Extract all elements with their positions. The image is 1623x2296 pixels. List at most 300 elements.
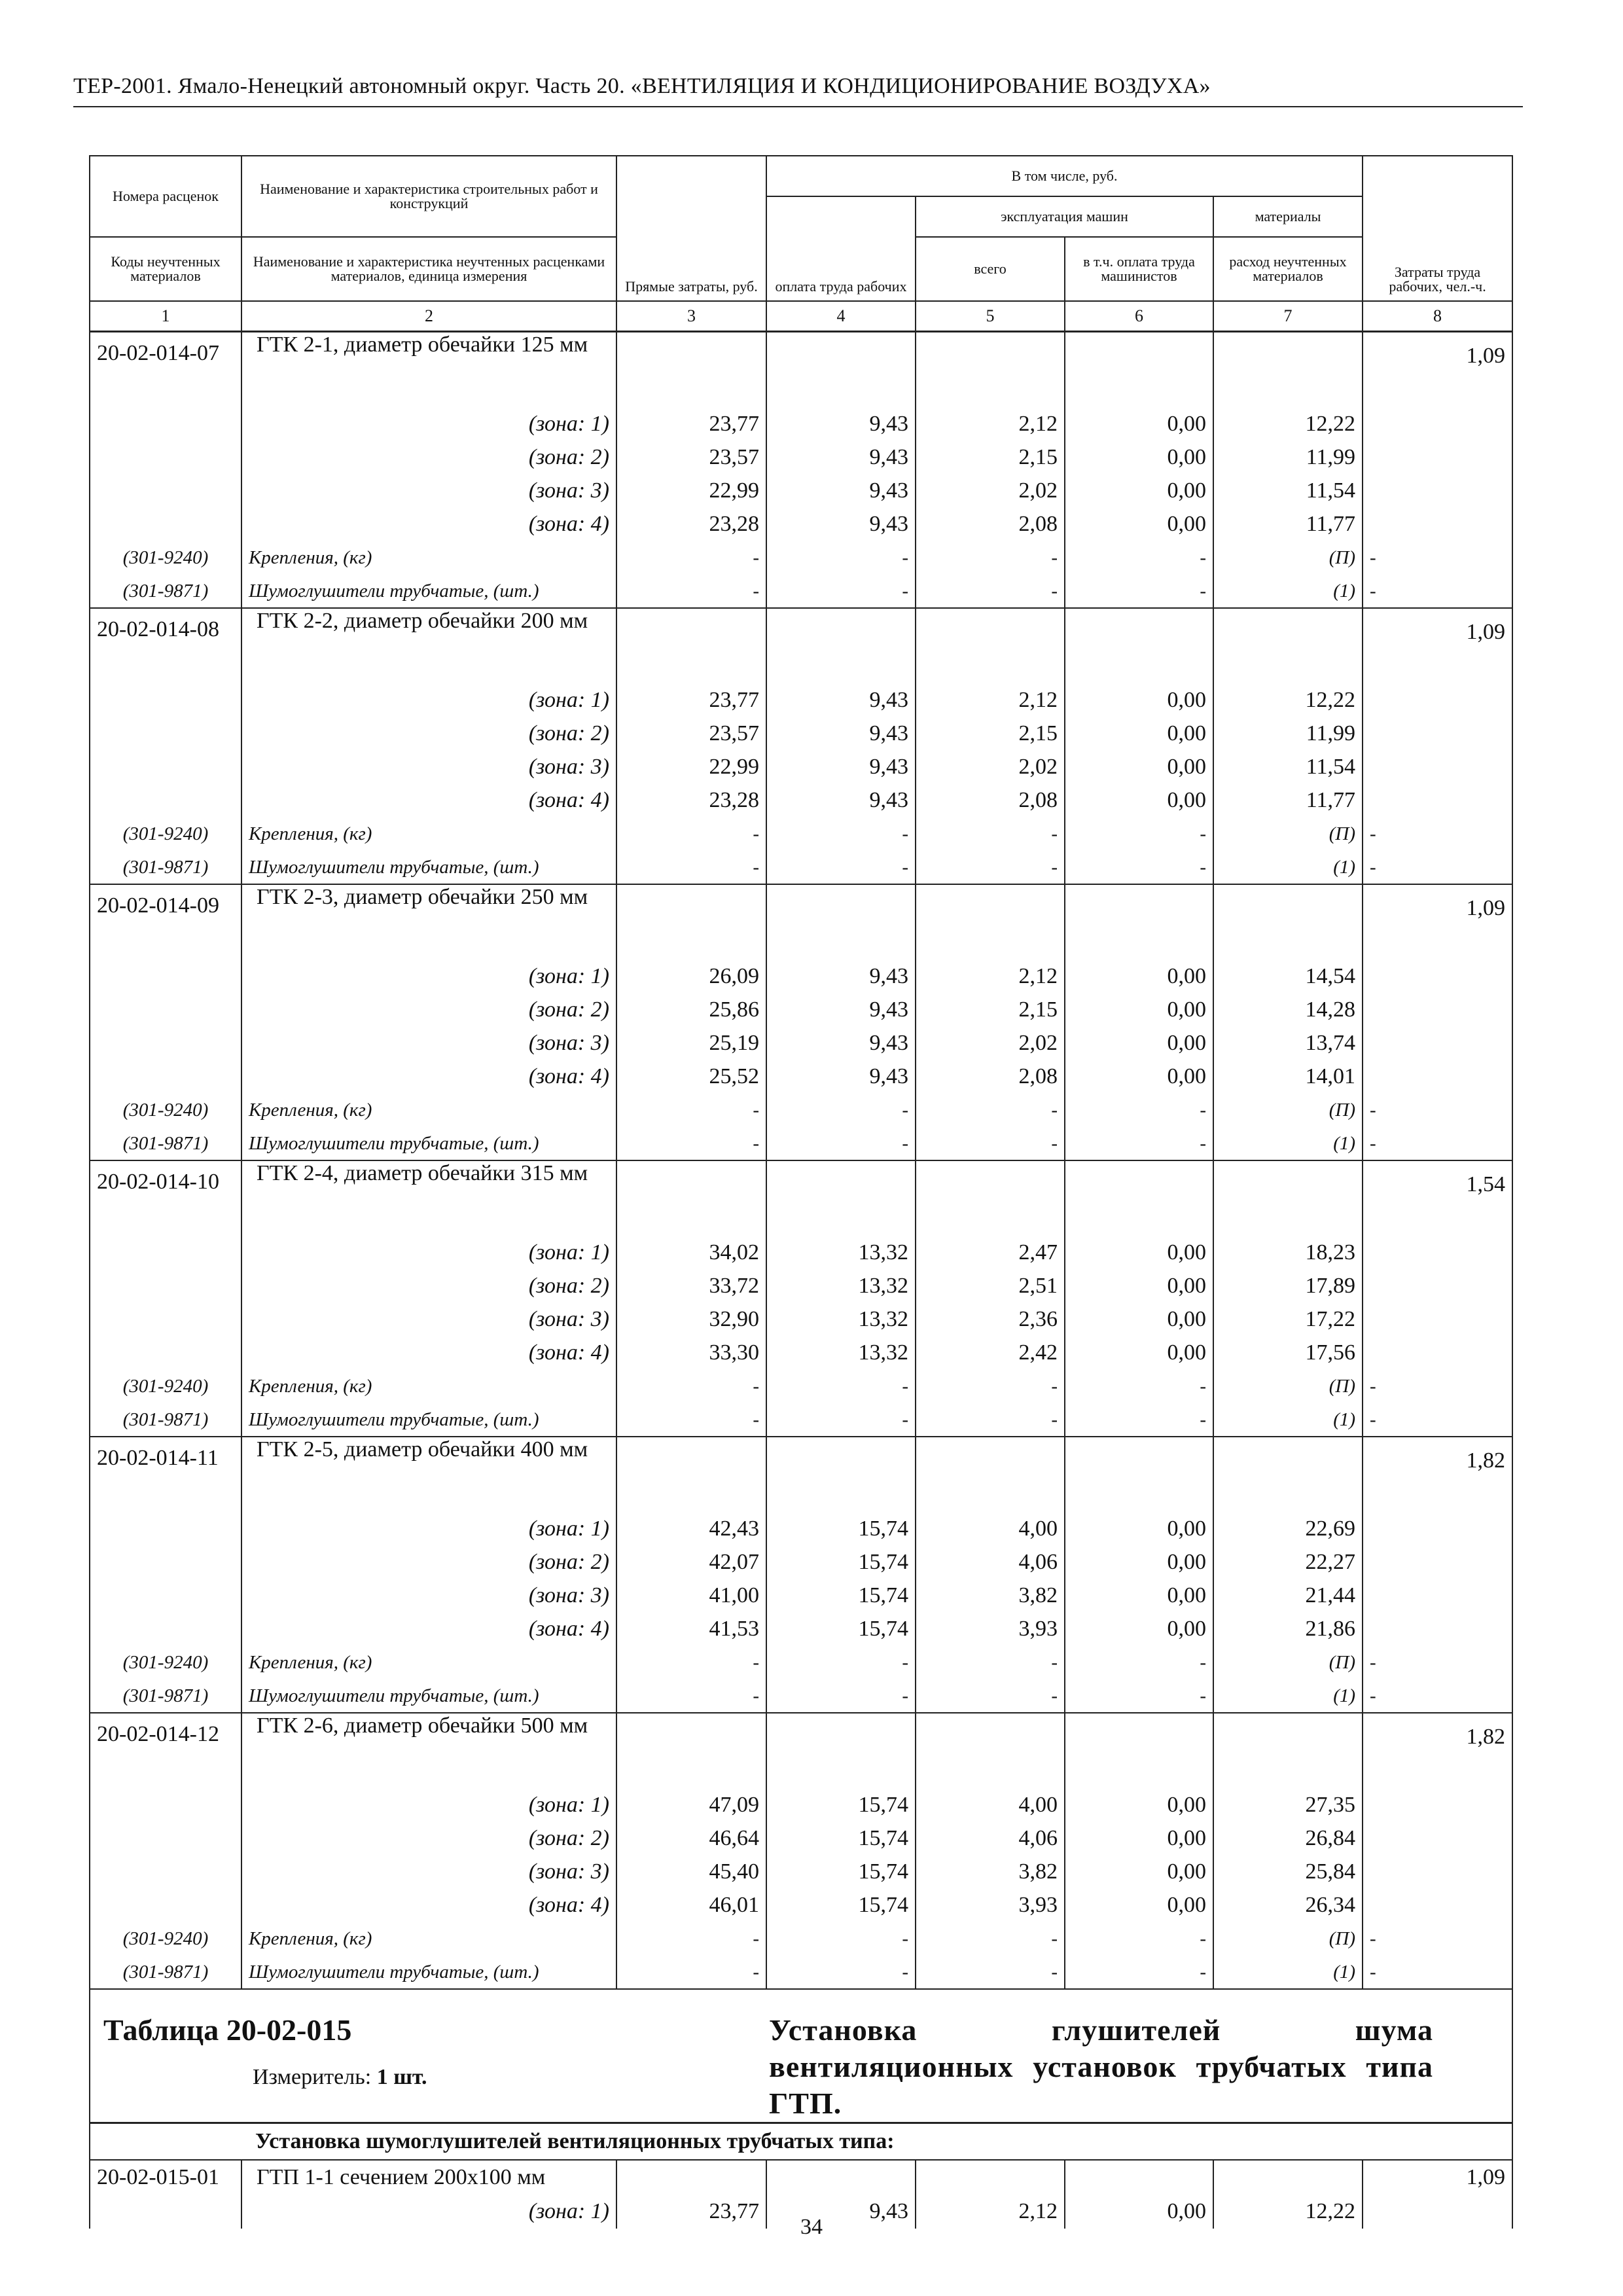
direct-cost: 25,86 xyxy=(616,993,766,1026)
zone-row xyxy=(90,683,1512,717)
item-labor: 1,82 xyxy=(1363,1713,1512,1788)
dash-cell: - xyxy=(616,1093,766,1126)
dash-cell: - xyxy=(916,817,1065,850)
machines-total: 2,12 xyxy=(916,960,1065,993)
item-labor: 1,09 xyxy=(1363,884,1512,960)
dash-cell: - xyxy=(1363,574,1512,608)
dash-cell: - xyxy=(766,817,916,850)
dash-cell: - xyxy=(916,1645,1065,1679)
dash-cell: - xyxy=(916,1955,1065,1989)
zone-row xyxy=(90,407,1512,440)
material-code: (301-9871) xyxy=(90,1955,241,1989)
material-consumption: (1) xyxy=(1213,850,1363,884)
item-title: ГТК 2-5, диаметр обечайки 400 мм xyxy=(241,1437,616,1512)
direct-cost: 26,09 xyxy=(616,960,766,993)
direct-cost: 23,57 xyxy=(616,440,766,474)
column-number: 8 xyxy=(1363,301,1512,332)
machinists-wages: 0,00 xyxy=(1065,717,1213,750)
item-title: ГТК 2-1, диаметр обечайки 125 мм xyxy=(241,332,616,408)
material-row xyxy=(90,1645,1512,1679)
wages: 13,32 xyxy=(766,1336,916,1369)
item-labor: 1,09 xyxy=(1363,332,1512,408)
machinists-wages: 0,00 xyxy=(1065,507,1213,541)
direct-cost: 23,77 xyxy=(616,407,766,440)
dash-cell: - xyxy=(616,574,766,608)
zone-row xyxy=(90,1788,1512,1821)
zone-label: (зона: 3) xyxy=(241,1855,616,1888)
wages: 9,43 xyxy=(766,960,916,993)
dash-cell: - xyxy=(766,1645,916,1679)
machinists-wages: 0,00 xyxy=(1065,1855,1213,1888)
header-col7: расход неучтенных материалов xyxy=(1213,237,1363,301)
wages: 15,74 xyxy=(766,1788,916,1821)
machines-total: 2,08 xyxy=(916,783,1065,817)
dash-cell: - xyxy=(766,1126,916,1160)
machines-total: 3,93 xyxy=(916,1888,1065,1922)
dash-cell: - xyxy=(916,574,1065,608)
table-20-02-015 xyxy=(90,1989,1512,2229)
machinists-wages: 0,00 xyxy=(1065,1821,1213,1855)
dash-cell: - xyxy=(1363,1645,1512,1679)
material-code: (301-9240) xyxy=(90,1369,241,1403)
wages: 15,74 xyxy=(766,1855,916,1888)
machinists-wages: 0,00 xyxy=(1065,993,1213,1026)
header-col1-top: Номера расценок xyxy=(90,156,241,237)
dash-cell: - xyxy=(1065,574,1213,608)
header-col3: Прямые затраты, руб. xyxy=(616,156,766,301)
dash-cell: - xyxy=(1065,850,1213,884)
dash-cell: - xyxy=(1065,1922,1213,1955)
unit-prefix: Измеритель: xyxy=(253,2065,372,2089)
machines-total: 2,15 xyxy=(916,440,1065,474)
zone-label: (зона: 3) xyxy=(241,1302,616,1336)
dash-cell: - xyxy=(1363,1679,1512,1713)
materials-cost: 22,27 xyxy=(1213,1545,1363,1579)
material-name: Крепления, (кг) xyxy=(241,1922,616,1955)
zone-label: (зона: 4) xyxy=(241,507,616,541)
material-consumption: (1) xyxy=(1213,1403,1363,1437)
machinists-wages: 0,00 xyxy=(1065,1302,1213,1336)
machines-total: 3,82 xyxy=(916,1855,1065,1888)
dash-cell: - xyxy=(916,1922,1065,1955)
table-title-cell xyxy=(90,1989,766,2123)
machinists-wages: 0,00 xyxy=(1065,1579,1213,1612)
machinists-wages: 0,00 xyxy=(1065,1269,1213,1302)
dash-cell: - xyxy=(616,1955,766,1989)
header-row-1 xyxy=(90,156,1512,196)
material-row xyxy=(90,574,1512,608)
zone-row xyxy=(90,1026,1512,1060)
machines-total: 4,00 xyxy=(916,1788,1065,1821)
direct-cost: 34,02 xyxy=(616,1236,766,1269)
dash-cell: - xyxy=(766,1922,916,1955)
materials-cost: 26,84 xyxy=(1213,1821,1363,1855)
header-col2-top: Наименование и характеристика строительных работ и конструкций xyxy=(241,156,616,237)
item-code: 20-02-014-12 xyxy=(90,1713,241,1788)
zone-row xyxy=(90,474,1512,507)
machines-total: 2,47 xyxy=(916,1236,1065,1269)
item-title: ГТК 2-4, диаметр обечайки 315 мм xyxy=(241,1160,616,1236)
materials-cost: 11,77 xyxy=(1213,507,1363,541)
dash-cell: - xyxy=(1065,1093,1213,1126)
material-row xyxy=(90,1922,1512,1955)
column-number: 5 xyxy=(916,301,1065,332)
material-row xyxy=(90,1679,1512,1713)
item-title: ГТК 2-3, диаметр обечайки 250 мм xyxy=(241,884,616,960)
machines-total: 2,42 xyxy=(916,1336,1065,1369)
materials-cost: 27,35 xyxy=(1213,1788,1363,1821)
dash-cell: - xyxy=(1065,541,1213,574)
item-labor: 1,82 xyxy=(1363,1437,1512,1512)
zone-label: (зона: 4) xyxy=(241,1336,616,1369)
machines-total: 4,00 xyxy=(916,1512,1065,1545)
material-row xyxy=(90,1093,1512,1126)
unit-value: 1 шт. xyxy=(376,2065,427,2089)
zone-label: (зона: 4) xyxy=(241,1060,616,1093)
zone-label: (зона: 2) xyxy=(241,993,616,1026)
wages: 9,43 xyxy=(766,2195,916,2229)
dash-cell: - xyxy=(1363,1369,1512,1403)
machines-total: 4,06 xyxy=(916,1821,1065,1855)
direct-cost: 32,90 xyxy=(616,1302,766,1336)
dash-cell: - xyxy=(1065,1403,1213,1437)
materials-cost: 11,54 xyxy=(1213,474,1363,507)
direct-cost: 33,30 xyxy=(616,1336,766,1369)
machines-total: 2,51 xyxy=(916,1269,1065,1302)
wages: 13,32 xyxy=(766,1236,916,1269)
zone-row xyxy=(90,993,1512,1026)
dash-cell: - xyxy=(1363,1126,1512,1160)
table-description: Установка глушителей шума вентиляционных установок трубчатых типа ГТП. xyxy=(769,2013,1434,2120)
machinists-wages: 0,00 xyxy=(1065,960,1213,993)
column-number: 6 xyxy=(1065,301,1213,332)
section-heading-row xyxy=(90,2123,1512,2161)
dash-cell: - xyxy=(1363,541,1512,574)
dash-cell: - xyxy=(766,850,916,884)
dash-cell: - xyxy=(916,1093,1065,1126)
direct-cost: 41,00 xyxy=(616,1579,766,1612)
machines-total: 2,12 xyxy=(916,407,1065,440)
dash-cell: - xyxy=(1363,1093,1512,1126)
dash-cell: - xyxy=(1065,817,1213,850)
materials-cost: 25,84 xyxy=(1213,1855,1363,1888)
direct-cost: 46,64 xyxy=(616,1821,766,1855)
materials-cost: 14,28 xyxy=(1213,993,1363,1026)
machines-total: 2,15 xyxy=(916,717,1065,750)
machinists-wages: 0,00 xyxy=(1065,1336,1213,1369)
material-consumption: (П) xyxy=(1213,541,1363,574)
zone-label: (зона: 4) xyxy=(241,1612,616,1645)
wages: 9,43 xyxy=(766,993,916,1026)
direct-cost: 42,43 xyxy=(616,1512,766,1545)
price-table xyxy=(89,155,1513,2229)
materials-cost: 22,69 xyxy=(1213,1512,1363,1545)
direct-cost: 46,01 xyxy=(616,1888,766,1922)
dash-cell: - xyxy=(616,1369,766,1403)
materials-cost: 11,54 xyxy=(1213,750,1363,783)
material-row xyxy=(90,1126,1512,1160)
items-body xyxy=(90,332,1512,1990)
machinists-wages: 0,00 xyxy=(1065,2195,1213,2229)
wages: 15,74 xyxy=(766,1545,916,1579)
material-consumption: (1) xyxy=(1213,1679,1363,1713)
wages: 13,32 xyxy=(766,1269,916,1302)
materials-cost: 12,22 xyxy=(1213,683,1363,717)
item-title: ГТК 2-2, диаметр обечайки 200 мм xyxy=(241,608,616,683)
machinists-wages: 0,00 xyxy=(1065,1512,1213,1545)
machines-total: 2,08 xyxy=(916,507,1065,541)
dash-cell: - xyxy=(616,541,766,574)
wages: 9,43 xyxy=(766,474,916,507)
material-consumption: (П) xyxy=(1213,1645,1363,1679)
zone-row xyxy=(90,1855,1512,1888)
dash-cell: - xyxy=(616,1403,766,1437)
machinists-wages: 0,00 xyxy=(1065,407,1213,440)
item-labor: 1,09 xyxy=(1363,608,1512,683)
header-machines: эксплуатация машин xyxy=(916,196,1213,237)
zone-row xyxy=(90,1545,1512,1579)
material-consumption: (П) xyxy=(1213,1922,1363,1955)
material-name: Крепления, (кг) xyxy=(241,541,616,574)
wages: 13,32 xyxy=(766,1302,916,1336)
zone-row xyxy=(90,1336,1512,1369)
dash-cell: - xyxy=(616,1679,766,1713)
machines-total: 3,82 xyxy=(916,1579,1065,1612)
zone-label: (зона: 2) xyxy=(241,1269,616,1302)
machines-total: 3,93 xyxy=(916,1612,1065,1645)
zone-label: (зона: 1) xyxy=(241,1512,616,1545)
zone-row xyxy=(90,1579,1512,1612)
dash-cell: - xyxy=(1065,1679,1213,1713)
header-col8: Затраты труда рабочих, чел.-ч. xyxy=(1363,156,1512,301)
machines-total: 2,36 xyxy=(916,1302,1065,1336)
machinists-wages: 0,00 xyxy=(1065,1236,1213,1269)
item-labor: 1,09 xyxy=(1363,2160,1512,2195)
item-title: ГТП 1-1 сечением 200х100 мм xyxy=(241,2160,616,2195)
material-code: (301-9871) xyxy=(90,574,241,608)
zone-row xyxy=(90,960,1512,993)
item-code: 20-02-014-10 xyxy=(90,1160,241,1236)
direct-cost: 23,57 xyxy=(616,717,766,750)
header-col5: всего xyxy=(916,237,1065,301)
zone-row xyxy=(90,1302,1512,1336)
material-consumption: (1) xyxy=(1213,1126,1363,1160)
machines-total: 2,12 xyxy=(916,2195,1065,2229)
direct-cost: 47,09 xyxy=(616,1788,766,1821)
item-code: 20-02-014-08 xyxy=(90,608,241,683)
wages: 9,43 xyxy=(766,440,916,474)
machinists-wages: 0,00 xyxy=(1065,683,1213,717)
materials-cost: 11,99 xyxy=(1213,440,1363,474)
material-name: Шумоглушители трубчатые, (шт.) xyxy=(241,574,616,608)
machinists-wages: 0,00 xyxy=(1065,1788,1213,1821)
materials-cost: 14,01 xyxy=(1213,1060,1363,1093)
wages: 15,74 xyxy=(766,1512,916,1545)
zone-row xyxy=(90,1612,1512,1645)
direct-cost: 33,72 xyxy=(616,1269,766,1302)
material-code: (301-9240) xyxy=(90,1922,241,1955)
material-row xyxy=(90,850,1512,884)
material-name: Шумоглушители трубчатые, (шт.) xyxy=(241,1679,616,1713)
header-group-top: В том числе, руб. xyxy=(766,156,1363,196)
column-number: 1 xyxy=(90,301,241,332)
zone-row xyxy=(90,717,1512,750)
materials-cost: 12,22 xyxy=(1213,407,1363,440)
materials-cost: 11,99 xyxy=(1213,717,1363,750)
wages: 9,43 xyxy=(766,407,916,440)
zone-row xyxy=(90,1888,1512,1922)
zone-label: (зона: 3) xyxy=(241,750,616,783)
direct-cost: 22,99 xyxy=(616,474,766,507)
wages: 15,74 xyxy=(766,1579,916,1612)
materials-cost: 12,22 xyxy=(1213,2195,1363,2229)
table-title-row xyxy=(90,1989,1512,2123)
item-row xyxy=(90,884,1512,960)
material-row xyxy=(90,817,1512,850)
material-name: Крепления, (кг) xyxy=(241,1369,616,1403)
direct-cost: 42,07 xyxy=(616,1545,766,1579)
dash-cell: - xyxy=(616,1645,766,1679)
dash-cell: - xyxy=(916,1126,1065,1160)
item-row xyxy=(90,332,1512,408)
zone-label: (зона: 1) xyxy=(241,683,616,717)
column-number: 2 xyxy=(241,301,616,332)
zone-label: (зона: 1) xyxy=(241,1236,616,1269)
material-code: (301-9240) xyxy=(90,1093,241,1126)
dash-cell: - xyxy=(1065,1645,1213,1679)
material-name: Шумоглушители трубчатые, (шт.) xyxy=(241,1126,616,1160)
materials-cost: 26,34 xyxy=(1213,1888,1363,1922)
material-consumption: (П) xyxy=(1213,1093,1363,1126)
material-name: Крепления, (кг) xyxy=(241,817,616,850)
header-col1-bottom: Коды неучтенных материалов xyxy=(90,237,241,301)
direct-cost: 22,99 xyxy=(616,750,766,783)
item-row xyxy=(90,1713,1512,1788)
dash-cell: - xyxy=(1363,850,1512,884)
materials-cost: 17,89 xyxy=(1213,1269,1363,1302)
machines-total: 2,12 xyxy=(916,683,1065,717)
direct-cost: 45,40 xyxy=(616,1855,766,1888)
zone-label: (зона: 4) xyxy=(241,783,616,817)
zone-label: (зона: 3) xyxy=(241,1579,616,1612)
item-labor: 1,54 xyxy=(1363,1160,1512,1236)
machinists-wages: 0,00 xyxy=(1065,750,1213,783)
dash-cell: - xyxy=(766,541,916,574)
direct-cost: 23,28 xyxy=(616,507,766,541)
materials-cost: 21,86 xyxy=(1213,1612,1363,1645)
direct-cost: 23,77 xyxy=(616,2195,766,2229)
material-code: (301-9871) xyxy=(90,850,241,884)
material-code: (301-9871) xyxy=(90,1403,241,1437)
material-consumption: (П) xyxy=(1213,817,1363,850)
zone-row xyxy=(90,507,1512,541)
section-heading: Установка шумоглушителей вентиляционных трубчатых типа: xyxy=(90,2123,1512,2161)
item-row xyxy=(90,1160,1512,1236)
machinists-wages: 0,00 xyxy=(1065,1612,1213,1645)
wages: 9,43 xyxy=(766,750,916,783)
zone-label: (зона: 2) xyxy=(241,1821,616,1855)
column-numbers-row xyxy=(90,301,1512,332)
machinists-wages: 0,00 xyxy=(1065,1060,1213,1093)
zone-row xyxy=(90,750,1512,783)
material-code: (301-9240) xyxy=(90,817,241,850)
machines-total: 2,15 xyxy=(916,993,1065,1026)
dash-cell: - xyxy=(1065,1126,1213,1160)
direct-cost: 41,53 xyxy=(616,1612,766,1645)
column-number: 7 xyxy=(1213,301,1363,332)
dash-cell: - xyxy=(916,1679,1065,1713)
material-consumption: (П) xyxy=(1213,1369,1363,1403)
materials-cost: 17,22 xyxy=(1213,1302,1363,1336)
wages: 9,43 xyxy=(766,1026,916,1060)
header-materials: материалы xyxy=(1213,196,1363,237)
dash-cell: - xyxy=(1065,1369,1213,1403)
zone-label: (зона: 3) xyxy=(241,1026,616,1060)
materials-cost: 13,74 xyxy=(1213,1026,1363,1060)
zone-row xyxy=(90,1512,1512,1545)
dash-cell: - xyxy=(766,1403,916,1437)
direct-cost: 25,19 xyxy=(616,1026,766,1060)
dash-cell: - xyxy=(616,817,766,850)
header-col4: оплата труда рабочих xyxy=(766,196,916,301)
material-consumption: (1) xyxy=(1213,574,1363,608)
zone-label: (зона: 4) xyxy=(241,1888,616,1922)
material-code: (301-9871) xyxy=(90,1679,241,1713)
machines-total: 2,02 xyxy=(916,750,1065,783)
material-consumption: (1) xyxy=(1213,1955,1363,1989)
wages: 9,43 xyxy=(766,783,916,817)
material-row xyxy=(90,1369,1512,1403)
machinists-wages: 0,00 xyxy=(1065,440,1213,474)
header-col6: в т.ч. оплата труда машинистов xyxy=(1065,237,1213,301)
wages: 9,43 xyxy=(766,507,916,541)
table-label: Таблица 20-02-015 xyxy=(103,2013,352,2047)
machinists-wages: 0,00 xyxy=(1065,1888,1213,1922)
material-row xyxy=(90,1403,1512,1437)
dash-cell: - xyxy=(916,1369,1065,1403)
column-number: 3 xyxy=(616,301,766,332)
materials-cost: 18,23 xyxy=(1213,1236,1363,1269)
dash-cell: - xyxy=(1065,1955,1213,1989)
zone-label: (зона: 1) xyxy=(241,407,616,440)
zone-label: (зона: 1) xyxy=(241,2195,616,2229)
dash-cell: - xyxy=(616,1126,766,1160)
wages: 15,74 xyxy=(766,1821,916,1855)
direct-cost: 23,28 xyxy=(616,783,766,817)
material-name: Шумоглушители трубчатые, (шт.) xyxy=(241,1403,616,1437)
machines-total: 2,08 xyxy=(916,1060,1065,1093)
material-name: Шумоглушители трубчатые, (шт.) xyxy=(241,1955,616,1989)
table-description-cell xyxy=(766,1989,1512,2123)
machinists-wages: 0,00 xyxy=(1065,1545,1213,1579)
material-name: Крепления, (кг) xyxy=(241,1093,616,1126)
zone-label: (зона: 1) xyxy=(241,960,616,993)
item-code: 20-02-014-09 xyxy=(90,884,241,960)
zone-row xyxy=(90,1269,1512,1302)
item-code: 20-02-015-01 xyxy=(90,2160,241,2195)
dash-cell: - xyxy=(1363,1403,1512,1437)
dash-cell: - xyxy=(766,1369,916,1403)
dash-cell: - xyxy=(1363,817,1512,850)
dash-cell: - xyxy=(766,1093,916,1126)
machinists-wages: 0,00 xyxy=(1065,474,1213,507)
machinists-wages: 0,00 xyxy=(1065,783,1213,817)
materials-cost: 14,54 xyxy=(1213,960,1363,993)
wages: 9,43 xyxy=(766,1060,916,1093)
item-row-20-02-015-01 xyxy=(90,2160,1512,2195)
material-code: (301-9871) xyxy=(90,1126,241,1160)
machinists-wages: 0,00 xyxy=(1065,1026,1213,1060)
